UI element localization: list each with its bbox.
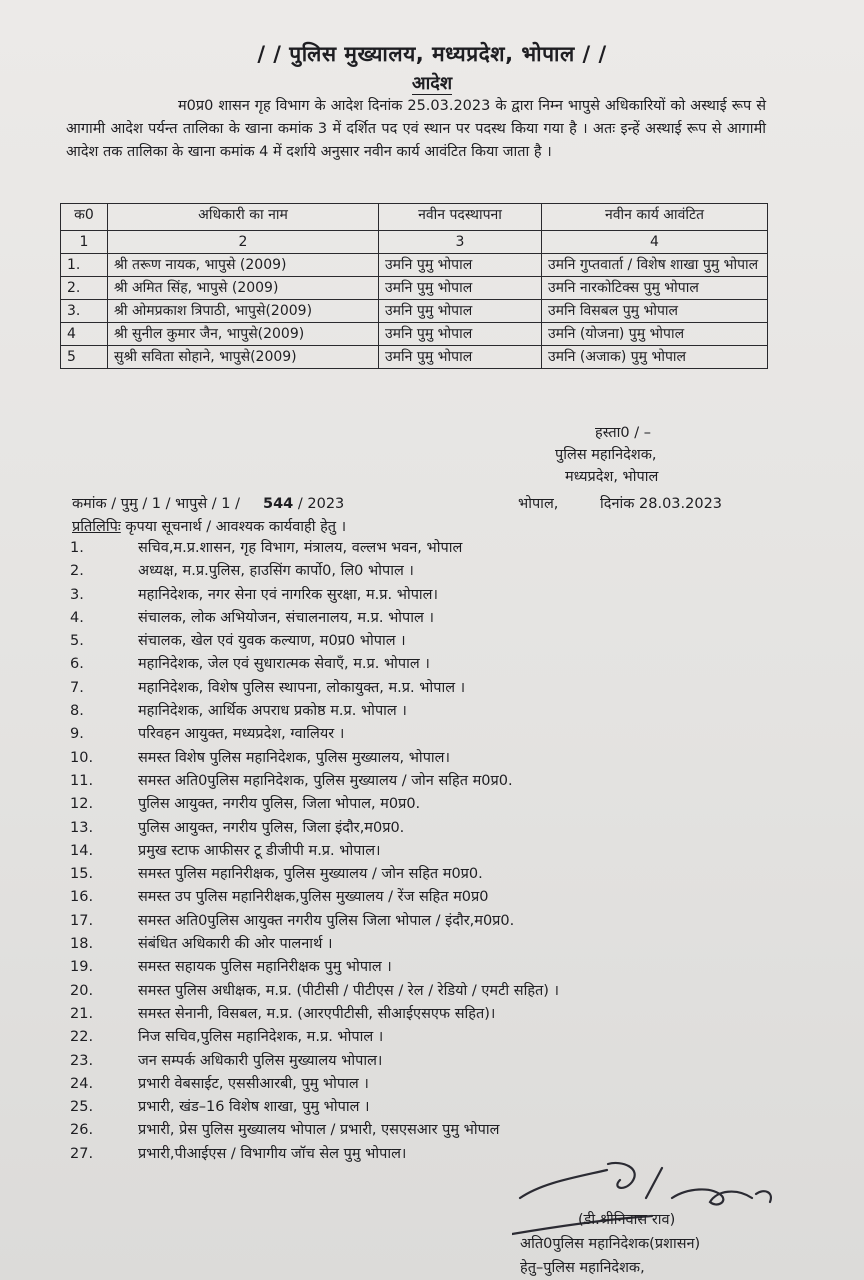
- table-row: [61, 346, 768, 369]
- copy-to-text: कृपया सूचनार्थ / आवश्यक कार्यवाही हेतु ।: [125, 519, 347, 535]
- item-text: समस्त अति0पुलिस महानिदेशक, पुलिस मुख्यालय / जोन सहित म0प्र0.: [138, 772, 513, 789]
- item-number: 1.: [70, 540, 84, 556]
- item-text: महानिदेशक, विशेष पुलिस स्थापना, लोकायुक्त, म.प्र. भोपाल ।: [138, 679, 466, 696]
- cell-work: उमनि नारकोटिक्स पुमु भोपाल: [542, 277, 768, 300]
- list-item: [70, 723, 770, 746]
- item-number: 4.: [70, 609, 84, 626]
- item-number: 3.: [70, 586, 84, 603]
- item-number: 13.: [70, 819, 94, 836]
- list-item: [70, 747, 770, 770]
- signer-designation: अति0पुलिस महानिदेशक(प्रशासन): [520, 1236, 701, 1252]
- list-item: [70, 560, 770, 583]
- list-item: [70, 1096, 770, 1119]
- list-item: [70, 677, 770, 700]
- list-item: [70, 630, 770, 653]
- cell-sno: 2.: [61, 277, 108, 300]
- list-item: [70, 793, 770, 816]
- cell-sno: 1.: [61, 254, 108, 277]
- list-item: [70, 886, 770, 909]
- list-item: [70, 584, 770, 607]
- item-number: 11.: [70, 772, 94, 789]
- list-item: [70, 1026, 770, 1049]
- list-item: [70, 1050, 770, 1073]
- cell-posting: उमनि पुमु भोपाल: [379, 300, 542, 323]
- order-place: भोपाल,: [518, 496, 559, 512]
- item-number: 27.: [70, 1145, 94, 1162]
- item-text: पुलिस आयुक्त, नगरीय पुलिस, जिला इंदौर,म0प्र0.: [138, 819, 405, 836]
- table-row: [61, 323, 768, 346]
- header-posting: नवीन पदस्थापना: [379, 204, 542, 231]
- list-item: [70, 653, 770, 676]
- cell-work: उमनि (अजाक) पुमु भोपाल: [542, 346, 768, 369]
- issuing-signature-block: [555, 422, 658, 488]
- list-item: [70, 770, 770, 793]
- issuer-location: मध्यप्रदेश, भोपाल: [565, 469, 659, 485]
- item-text: परिवहन आयुक्त, मध्यप्रदेश, ग्वालियर ।: [138, 726, 345, 743]
- table-row: [61, 254, 768, 277]
- list-item: [70, 863, 770, 886]
- list-item: [70, 607, 770, 630]
- item-text: पुलिस आयुक्त, नगरीय पुलिस, जिला भोपाल, म0प्र0.: [138, 796, 421, 813]
- list-item: [70, 910, 770, 933]
- colnum-1: 1: [61, 231, 108, 254]
- list-item: [70, 1119, 770, 1142]
- cell-sno: 4: [61, 323, 108, 346]
- order-date: दिनांक 28.03.2023: [600, 496, 723, 512]
- item-text: संचालक, लोक अभियोजन, संचालनालय, म.प्र. भोपाल ।: [138, 609, 434, 626]
- item-text: महानिदेशक, नगर सेना एवं नागरिक सुरक्षा, म.प्र. भोपाल।: [138, 586, 439, 603]
- list-item: [70, 700, 770, 723]
- list-item: [70, 1073, 770, 1096]
- item-text: समस्त अति0पुलिस आयुक्त नगरीय पुलिस जिला भोपाल / इंदौर,म0प्र0.: [138, 912, 515, 929]
- item-number: 21.: [70, 1005, 94, 1022]
- cell-sno: 3.: [61, 300, 108, 323]
- colnum-3: 3: [379, 231, 542, 254]
- list-item: [70, 840, 770, 863]
- item-text: संबंधित अधिकारी की ओर पालनार्थ ।: [138, 936, 333, 953]
- item-text: समस्त उप पुलिस महानिरीक्षक,पुलिस मुख्यालय / रेंज सहित म0प्र0: [138, 889, 489, 906]
- item-number: 12.: [70, 796, 94, 813]
- header-work: नवीन कार्य आवंटित: [542, 204, 768, 231]
- intro-paragraph: म0प्र0 शासन गृह विभाग के आदेश दिनांक 25.03.2023 के द्वारा निम्न भापुसे अधिकारियों को अस्थाई रूप से आगामी आदेश पर्यन्त तालिका के खाना कमांक 3 में दर्शित पद एवं स्थान पर पदस्थ किया गया है । अतः इन्हें अस्थाई रूप से आगामी आदेश तक तालिका के खाना कमांक 4 में दर्शाये अनुसार नवीन कार्य आवंटित किया जाता है ।: [66, 98, 766, 160]
- item-text: समस्त सहायक पुलिस महानिरीक्षक पुमु भोपाल ।: [138, 959, 392, 976]
- item-text: महानिदेशक, आर्थिक अपराध प्रकोष्ठ म.प्र. भोपाल ।: [138, 703, 407, 720]
- posting-table: [60, 203, 768, 369]
- header-sno: क0: [61, 204, 108, 231]
- item-text: महानिदेशक, जेल एवं सुधारात्मक सेवाएँ, म.प्र. भोपाल ।: [138, 656, 430, 673]
- item-number: 22.: [70, 1029, 94, 1046]
- item-number: 15.: [70, 866, 94, 883]
- office-heading: / / पुलिस मुख्यालय, मध्यप्रदेश, भोपाल / /: [257, 42, 607, 66]
- list-item: [70, 1003, 770, 1026]
- signer-block: [520, 1208, 700, 1280]
- signer-name: (डी.श्रीनिवास राव): [578, 1212, 676, 1228]
- item-text: प्रभारी, प्रेस पुलिस मुख्यालय भोपाल / प्रभारी, एसएसआर पुमु भोपाल: [138, 1122, 500, 1139]
- item-number: 5.: [70, 633, 84, 650]
- cell-name: सुश्री सविता सोहाने, भापुसे(2009): [108, 346, 379, 369]
- item-number: 2.: [70, 563, 84, 580]
- copy-to-label: प्रतिलिपिः: [72, 519, 121, 535]
- signed-mark: हस्ता0 / –: [595, 425, 651, 441]
- table-header-row: [61, 204, 768, 231]
- item-number: 14.: [70, 842, 94, 859]
- colnum-2: 2: [108, 231, 379, 254]
- item-number: 26.: [70, 1122, 94, 1139]
- cell-work: उमनि गुप्तवार्ता / विशेष शाखा पुमु भोपाल: [542, 254, 768, 277]
- order-ref-number: 544: [263, 496, 294, 512]
- cell-work: उमनि विसबल पुमु भोपाल: [542, 300, 768, 323]
- cell-name: श्री सुनील कुमार जैन, भापुसे(2009): [108, 323, 379, 346]
- order-ref-prefix: कमांक / पुमु / 1 / भापुसे / 1 /: [72, 496, 240, 512]
- cell-sno: 5: [61, 346, 108, 369]
- list-item: [70, 817, 770, 840]
- header-name: अधिकारी का नाम: [108, 204, 379, 231]
- item-text: प्रभारी,पीआईएस / विभागीय जॉच सेल पुमु भोपाल।: [138, 1145, 407, 1162]
- colnum-4: 4: [542, 231, 768, 254]
- item-number: 24.: [70, 1075, 94, 1092]
- table-row: [61, 277, 768, 300]
- item-number: 9.: [70, 726, 84, 743]
- item-text: जन सम्पर्क अधिकारी पुलिस मुख्यालय भोपाल।: [138, 1052, 383, 1069]
- column-number-row: [61, 231, 768, 254]
- list-item: [70, 537, 770, 560]
- item-number: 16.: [70, 889, 94, 906]
- item-number: 10.: [70, 749, 94, 766]
- cell-name: श्री ओमप्रकाश त्रिपाठी, भापुसे(2009): [108, 300, 379, 323]
- cell-posting: उमनि पुमु भोपाल: [379, 346, 542, 369]
- cell-posting: उमनि पुमु भोपाल: [379, 254, 542, 277]
- item-text: निज सचिव,पुलिस महानिदेशक, म.प्र. भोपाल ।: [138, 1029, 384, 1046]
- item-number: 17.: [70, 912, 94, 929]
- item-text: प्रमुख स्टाफ आफीसर टू डीजीपी म.प्र. भोपाल।: [138, 842, 381, 859]
- signer-on-behalf: हेतु–पुलिस महानिदेशक,: [520, 1260, 645, 1276]
- item-number: 6.: [70, 656, 84, 673]
- order-ref-year: / 2023: [297, 496, 345, 512]
- item-number: 25.: [70, 1099, 94, 1116]
- item-number: 7.: [70, 679, 84, 696]
- item-number: 18.: [70, 936, 94, 953]
- order-title: [0, 71, 864, 95]
- item-text: समस्त पुलिस महानिरीक्षक, पुलिस मुख्यालय / जोन सहित म0प्र0.: [138, 866, 483, 883]
- copy-to-line: [72, 516, 346, 536]
- cell-posting: उमनि पुमु भोपाल: [379, 277, 542, 300]
- item-number: 8.: [70, 703, 84, 720]
- item-text: समस्त विशेष पुलिस महानिदेशक, पुलिस मुख्यालय, भोपाल।: [138, 749, 451, 766]
- cell-work: उमनि (योजना) पुमु भोपाल: [542, 323, 768, 346]
- item-text: संचालक, खेल एवं युवक कल्याण, म0प्र0 भोपाल ।: [138, 633, 406, 650]
- list-item: [70, 933, 770, 956]
- copy-list: [70, 537, 770, 1166]
- item-number: 19.: [70, 959, 94, 976]
- cell-name: श्री तरूण नायक, भापुसे (2009): [108, 254, 379, 277]
- item-text: समस्त पुलिस अधीक्षक, म.प्र. (पीटीसी / पीटीएस / रेल / रेडियो / एमटी सहित) ।: [138, 982, 560, 999]
- item-text: समस्त सेनानी, विसबल, म.प्र. (आरएपीटीसी, सीआईएसएफ सहित)।: [138, 1005, 496, 1022]
- item-text: प्रभारी, खंड–16 विशेष शाखा, पुमु भोपाल ।: [138, 1099, 370, 1116]
- table-row: [61, 300, 768, 323]
- issuer-designation: पुलिस महानिदेशक,: [555, 447, 657, 463]
- list-item: [70, 956, 770, 979]
- order-number: [72, 493, 344, 513]
- item-number: 20.: [70, 982, 94, 999]
- list-item: [70, 980, 770, 1003]
- cell-name: श्री अमित सिंह, भापुसे (2009): [108, 277, 379, 300]
- cell-posting: उमनि पुमु भोपाल: [379, 323, 542, 346]
- item-text: प्रभारी वेबसाईट, एससीआरबी, पुमु भोपाल ।: [138, 1075, 369, 1092]
- order-title-text: आदेश: [411, 73, 453, 94]
- item-number: 23.: [70, 1052, 94, 1069]
- item-text: अध्यक्ष, म.प्र.पुलिस, हाउसिंग कार्पो0, लि0 भोपाल ।: [138, 563, 414, 580]
- item-text: सचिव,म.प्र.शासन, गृह विभाग, मंत्रालय, वल्लभ भवन, भोपाल: [138, 540, 463, 556]
